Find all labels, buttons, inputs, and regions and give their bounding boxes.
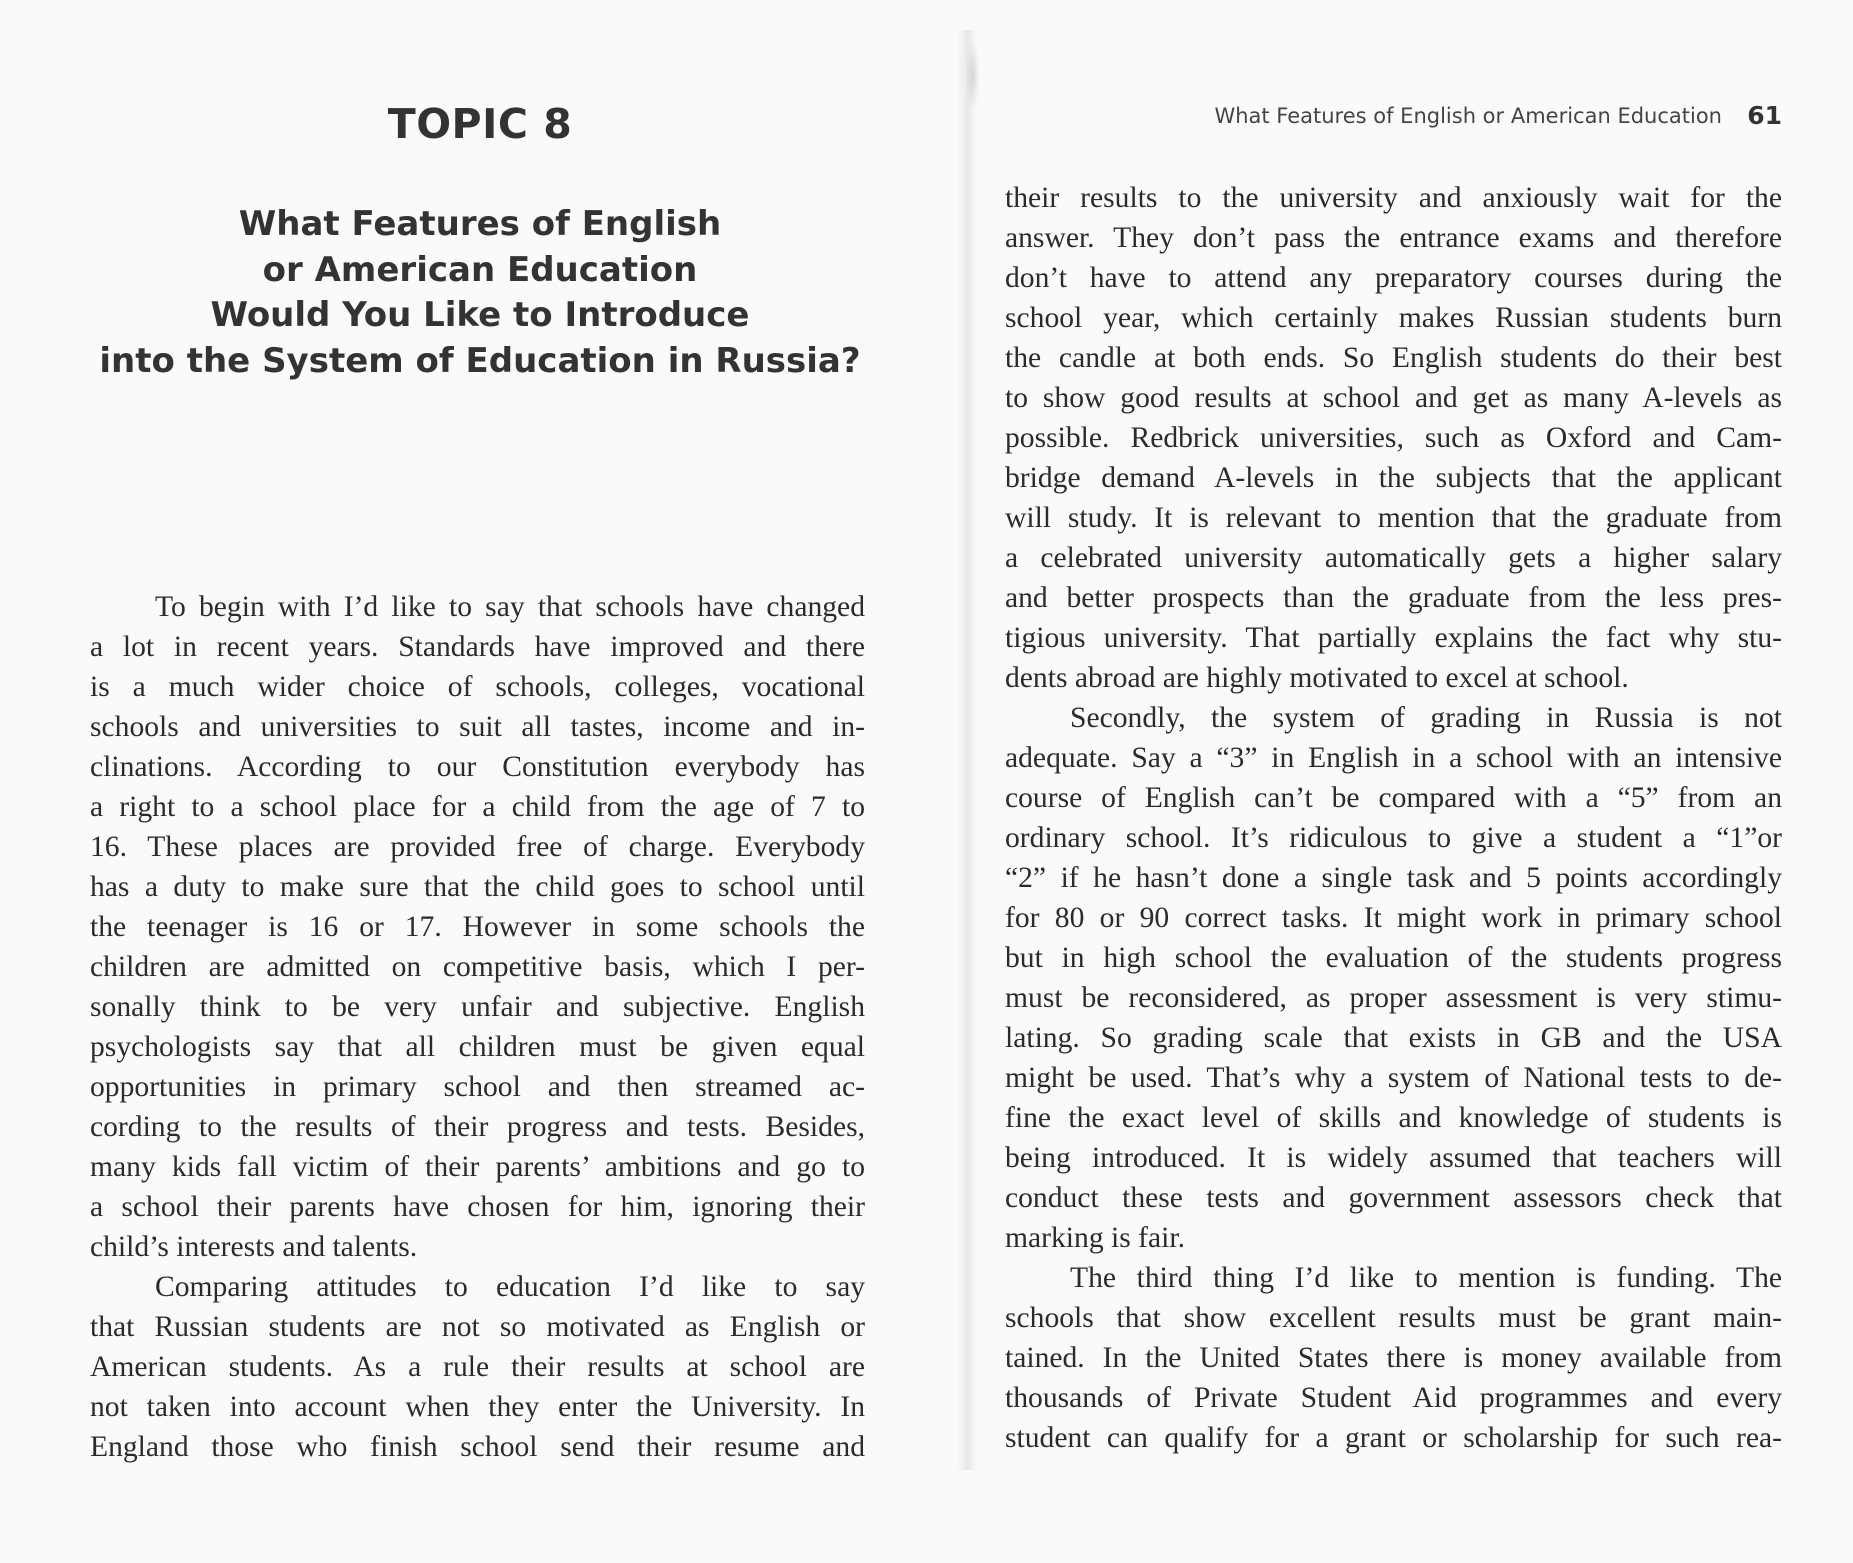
text-line: that Russian students are not so motivated as English or [90, 1311, 865, 1343]
paragraph [1005, 1258, 1782, 1458]
text-line: clinations. According to our Constitution everybody has [90, 751, 865, 783]
text-line: a lot in recent years. Standards have improved and there [90, 631, 865, 663]
topic-title [90, 202, 870, 384]
text-line: but in high school the evaluation of the students progress [1005, 942, 1782, 974]
paragraph [1005, 178, 1782, 698]
text-line: dents abroad are highly motivated to excel at school. [1005, 662, 1629, 694]
page-number: 61 [1747, 101, 1782, 130]
left-body-text [90, 587, 865, 1467]
text-line: sonally think to be very unfair and subjective. English [90, 991, 865, 1023]
text-line: child’s interests and talents. [90, 1231, 418, 1263]
text-line: schools that show excellent results must be grant main- [1005, 1302, 1782, 1334]
text-line: marking is fair. [1005, 1222, 1185, 1254]
text-line: will study. It is relevant to mention that the graduate from [1005, 502, 1782, 534]
text-line: thousands of Private Student Aid programmes and every [1005, 1382, 1782, 1414]
topic-label: TOPIC 8 [387, 100, 573, 148]
text-line: Secondly, the system of grading in Russia is not [1070, 702, 1782, 734]
text-line: the teenager is 16 or 17. However in some schools the [90, 911, 865, 943]
text-line: adequate. Say a “3” in English in a school with an intensive [1005, 742, 1782, 774]
text-line: 16. These places are provided free of charge. Everybody [90, 831, 865, 863]
text-line: children are admitted on competitive basis, which I per- [90, 951, 865, 983]
text-line: lating. So grading scale that exists in GB and the USA [1005, 1022, 1782, 1054]
text-line: conduct these tests and government assessors check that [1005, 1182, 1782, 1214]
text-line: course of English can’t be compared with a “5” from an [1005, 782, 1782, 814]
right-body-text [1005, 178, 1782, 1458]
text-line: the candle at both ends. So English students do their best [1005, 342, 1782, 374]
text-line: is a much wider choice of schools, colleges, vocational [90, 671, 865, 703]
paragraph [90, 1267, 865, 1467]
text-line: To begin with I’d like to say that schools have changed [155, 591, 865, 623]
text-line: a right to a school place for a child from the age of 7 to [90, 791, 865, 823]
text-line: opportunities in primary school and then streamed ac- [90, 1071, 865, 1103]
running-head-title: What Features of English or American Education [1214, 104, 1722, 128]
text-line: answer. They don’t pass the entrance exams and therefore [1005, 222, 1782, 254]
text-line: might be used. That’s why a system of National tests to de- [1005, 1062, 1782, 1094]
text-line: The third thing I’d like to mention is funding. The [1070, 1262, 1782, 1294]
text-line: has a duty to make sure that the child goes to school until [90, 871, 865, 903]
text-line: their results to the university and anxiously wait for the [1005, 182, 1782, 214]
text-line: school year, which certainly makes Russian students burn [1005, 302, 1782, 334]
text-line: possible. Redbrick universities, such as Oxford and Cam- [1005, 422, 1782, 454]
text-line: not taken into account when they enter the University. In [90, 1391, 865, 1423]
text-line: tigious university. That partially explains the fact why stu- [1005, 622, 1782, 654]
text-line: bridge demand A-levels in the subjects that the applicant [1005, 462, 1782, 494]
running-head [1195, 101, 1782, 136]
topic-title-line: into the System of Education in Russia? [99, 340, 861, 381]
text-line: to show good results at school and get as many A-levels as [1005, 382, 1782, 414]
text-line: England those who finish school send their resume and [90, 1431, 865, 1463]
book-gutter [955, 30, 977, 1470]
text-line: a celebrated university automatically gets a higher salary [1005, 542, 1782, 574]
text-line: psychologists say that all children must be given equal [90, 1031, 865, 1063]
text-line: Comparing attitudes to education I’d like to say [155, 1271, 865, 1303]
text-line: tained. In the United States there is money available from [1005, 1342, 1782, 1374]
text-line: and better prospects than the graduate from the less pres- [1005, 582, 1782, 614]
text-line: don’t have to attend any preparatory courses during the [1005, 262, 1782, 294]
text-line: student can qualify for a grant or scholarship for such rea- [1005, 1422, 1782, 1454]
text-line: many kids fall victim of their parents’ ambitions and go to [90, 1151, 865, 1183]
text-line: ordinary school. It’s ridiculous to give a student a “1”or [1005, 822, 1782, 854]
text-line: cording to the results of their progress and tests. Besides, [90, 1111, 865, 1143]
text-line: fine the exact level of skills and knowledge of students is [1005, 1102, 1782, 1134]
gutter-shadow [966, 40, 980, 110]
text-line: must be reconsidered, as proper assessment is very stimu- [1005, 982, 1782, 1014]
paragraph [90, 587, 865, 1267]
topic-title-line: or American Education [262, 249, 698, 290]
text-line: being introduced. It is widely assumed that teachers will [1005, 1142, 1782, 1174]
text-line: for 80 or 90 correct tasks. It might work in primary school [1005, 902, 1782, 934]
topic-title-line: Would You Like to Introduce [210, 295, 750, 335]
paragraph [1005, 698, 1782, 1258]
text-line: “2” if he hasn’t done a single task and 5 points accordingly [1005, 862, 1782, 894]
text-line: schools and universities to suit all tastes, income and in- [90, 711, 865, 743]
text-line: a school their parents have chosen for him, ignoring their [90, 1191, 865, 1223]
text-line: American students. As a rule their results at school are [90, 1351, 865, 1383]
topic-title-line: What Features of English [238, 204, 722, 244]
